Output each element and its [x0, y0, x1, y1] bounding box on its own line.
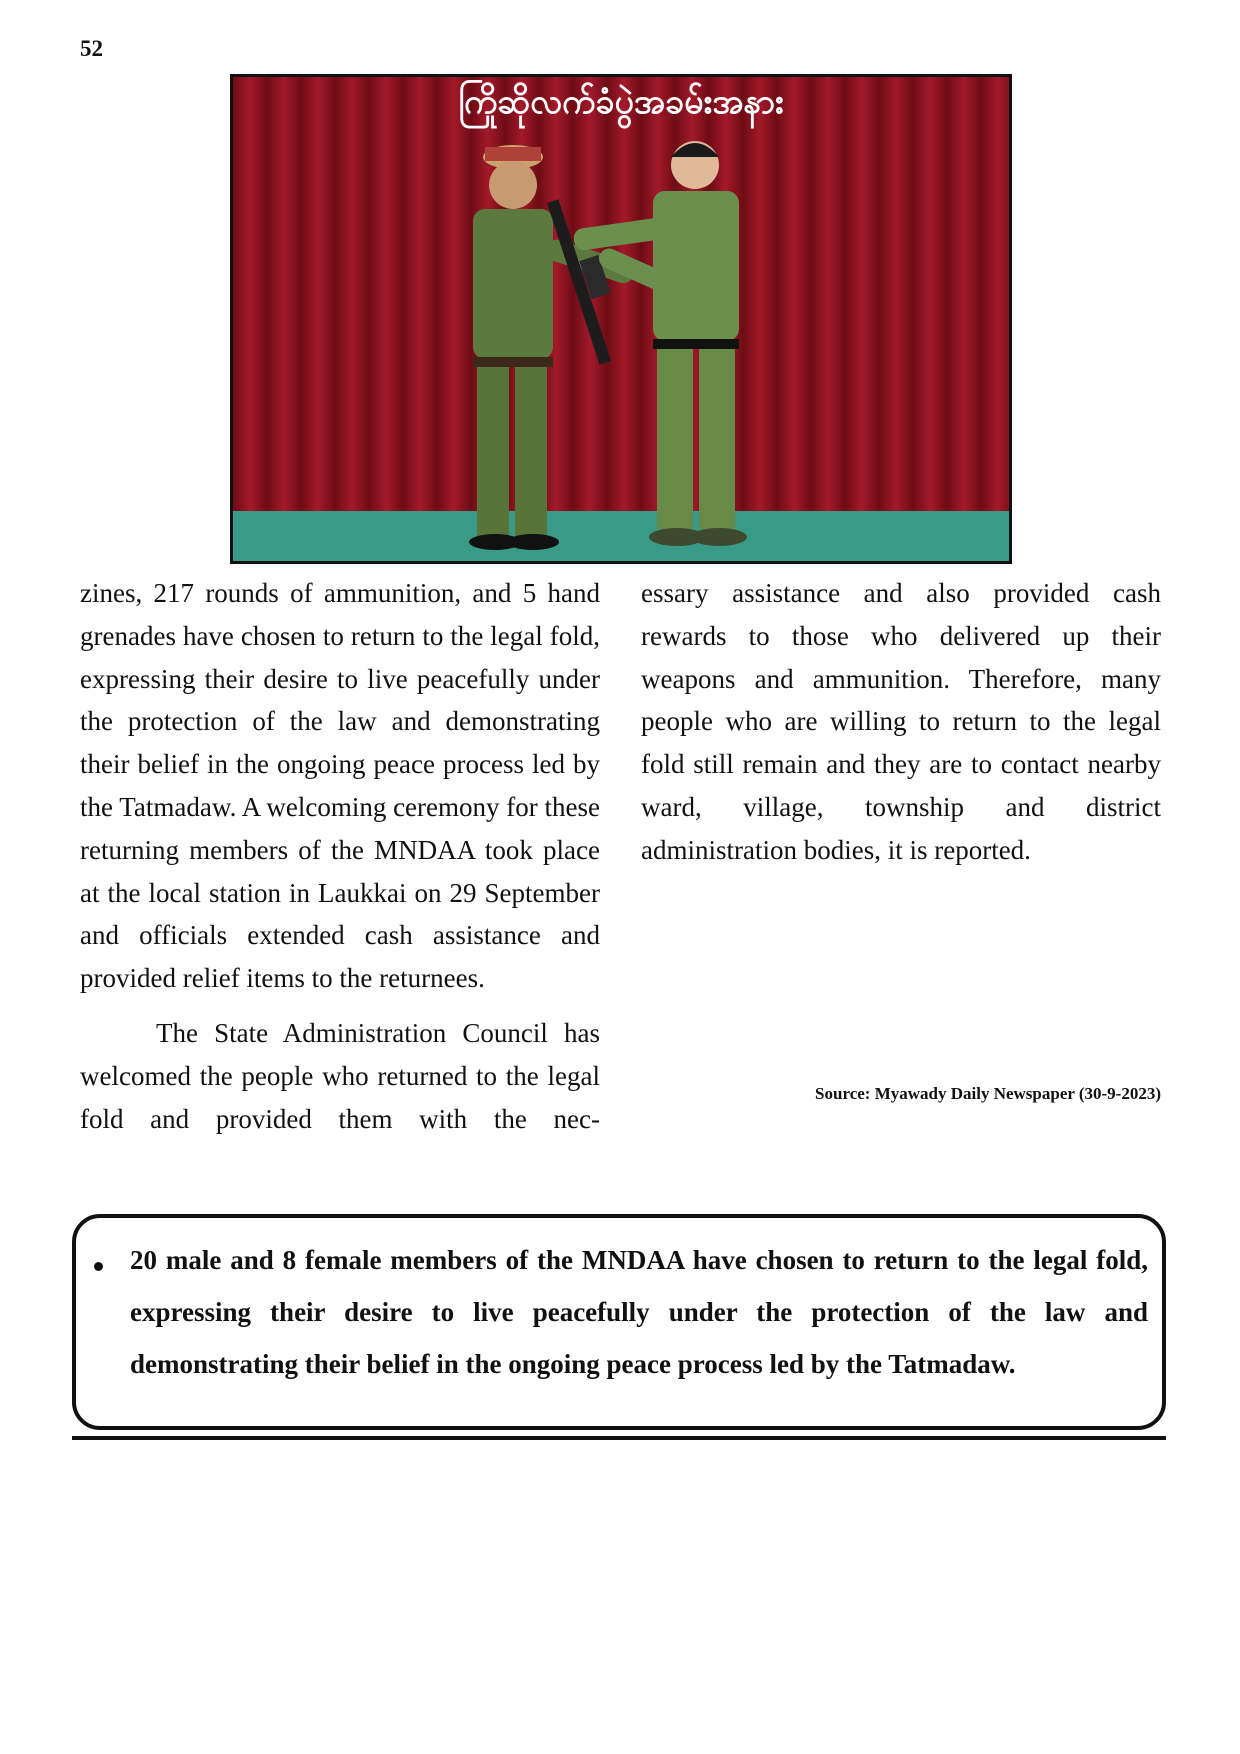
ceremony-illustration	[233, 77, 1009, 561]
article-right-column	[641, 572, 1161, 872]
highlight-box	[72, 1214, 1166, 1430]
article-paragraph: essary assistance and also provided cash rewards to those who delivered up their weapons and ammunition. Therefore, many people who are willing to return to the legal fold still remain and they are to contact nearby ward, village, township and district administration bodies, it is reported.	[641, 578, 1161, 865]
bullet-icon	[94, 1262, 103, 1271]
article-left-column	[80, 572, 600, 1140]
article-paragraph: The State Administration Council has welcomed the people who returned to the legal fold and provided them with the nec-	[80, 1017, 600, 1134]
ceremony-photo	[230, 74, 1012, 564]
curtain-background	[233, 77, 1009, 561]
horizontal-rule	[72, 1436, 1166, 1440]
highlight-bullet-text: 20 male and 8 female members of the MNDAA have chosen to return to the legal fold, expressing their desire to live peacefully under the protection of the law and demonstrating their belief in the ongoing peace process led by the Tatmadaw.	[130, 1245, 1148, 1379]
article-paragraph: zines, 217 rounds of ammunition, and 5 hand grenades have chosen to return to the legal fold, expressing their desire to live peacefully under the protection of the law and demonstrating their belief in the ongoing peace process led by the Tatmadaw. A welcoming ceremony for these returning members of the MNDAA took place at the local station in Laukkai on 29 September and officials extended cash assistance and provided relief items to the returnees.	[80, 578, 600, 994]
page-number: 52	[80, 36, 103, 61]
stage-floor	[233, 511, 1009, 561]
source-citation: Source: Myawady Daily Newspaper (30-9-2023)	[815, 1084, 1161, 1103]
banner-text: ကြိုဆိုလက်ခံပွဲအခမ်းအနား	[458, 82, 784, 122]
